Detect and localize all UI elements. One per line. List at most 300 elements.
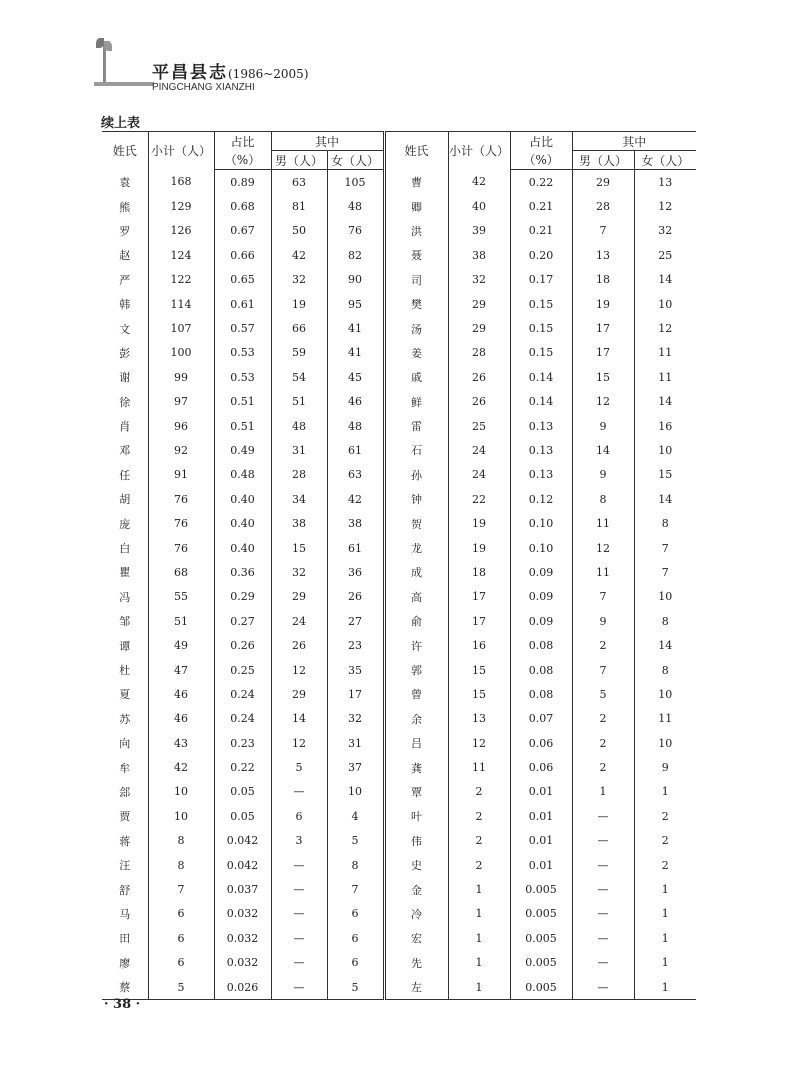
cell-male-right: 17 [572, 341, 634, 365]
cell-surname-right: 宏 [384, 926, 448, 950]
cell-share-right: 0.005 [510, 926, 572, 950]
cell-female-right: 8 [634, 511, 696, 535]
table-row [102, 536, 696, 560]
cell-surname-right: 曹 [384, 170, 448, 195]
cell-share-left: 0.68 [214, 194, 271, 218]
col-surname-right: 姓氏 [384, 132, 448, 170]
cell-share-right: 0.07 [510, 707, 572, 731]
cell-subtotal-right: 2 [448, 804, 510, 828]
cell-share-right: 0.14 [510, 390, 572, 414]
cell-male-right: 11 [572, 511, 634, 535]
cell-subtotal-left: 168 [148, 170, 214, 195]
cell-male-left: — [271, 853, 327, 877]
cell-male-left: 15 [271, 536, 327, 560]
cell-subtotal-left: 6 [148, 951, 214, 975]
cell-share-right: 0.13 [510, 463, 572, 487]
cell-surname-left: 蒋 [119, 834, 131, 848]
cell-surname-left: 徐 [119, 395, 131, 409]
cell-surname-left: 冯 [119, 590, 131, 604]
cell-surname-right: 许 [384, 633, 448, 657]
cell-subtotal-left: 10 [148, 780, 214, 804]
cell-female-right: 13 [634, 170, 696, 195]
cell-female-right: 1 [634, 877, 696, 901]
cell-subtotal-left: 6 [148, 902, 214, 926]
cell-share-right: 0.12 [510, 487, 572, 511]
cell-surname-left: 苏 [119, 712, 131, 726]
cell-female-left: 6 [327, 926, 384, 950]
cell-surname-right: 史 [384, 853, 448, 877]
cell-male-left: 14 [271, 707, 327, 731]
cell-male-right: — [572, 975, 634, 1000]
table-row [102, 365, 696, 389]
cell-female-left: 6 [327, 902, 384, 926]
cell-female-left: 35 [327, 658, 384, 682]
cell-share-left: 0.05 [214, 804, 271, 828]
cell-male-left: 42 [271, 243, 327, 267]
cell-female-left: 7 [327, 877, 384, 901]
table-row [102, 341, 696, 365]
cell-surname-left: 廖 [119, 956, 131, 970]
cell-male-left: 3 [271, 829, 327, 853]
cell-subtotal-left: 55 [148, 585, 214, 609]
cell-share-left: 0.23 [214, 731, 271, 755]
cell-surname-right: 姜 [384, 341, 448, 365]
cell-share-left: 0.032 [214, 951, 271, 975]
cell-surname-right: 聂 [384, 243, 448, 267]
cell-subtotal-left: 47 [148, 658, 214, 682]
cell-male-right: 2 [572, 633, 634, 657]
cell-surname-left: 韩 [119, 298, 131, 312]
surname-table [102, 131, 696, 1000]
cell-share-left: 0.22 [214, 755, 271, 779]
cell-subtotal-right: 42 [448, 170, 510, 195]
cell-share-left: 0.89 [214, 170, 271, 195]
cell-female-right: 2 [634, 853, 696, 877]
cell-surname-left: 谭 [119, 639, 131, 653]
cell-share-right: 0.06 [510, 755, 572, 779]
cell-female-left: 8 [327, 853, 384, 877]
cell-share-right: 0.08 [510, 633, 572, 657]
col-share-unit-left: （%） [214, 151, 271, 170]
cell-subtotal-right: 1 [448, 902, 510, 926]
col-female-left: 女（人） [327, 151, 384, 170]
cell-subtotal-left: 129 [148, 194, 214, 218]
table-row [102, 243, 696, 267]
cell-female-left: 27 [327, 609, 384, 633]
cell-female-left: 41 [327, 316, 384, 340]
cell-surname-left: 白 [119, 542, 131, 556]
cell-female-right: 2 [634, 804, 696, 828]
table-row [102, 682, 696, 706]
table-row [102, 975, 696, 1000]
cell-male-left: — [271, 902, 327, 926]
tower-logo-icon [96, 38, 112, 86]
cell-share-left: 0.49 [214, 438, 271, 462]
cell-surname-right: 鲜 [384, 390, 448, 414]
cell-surname-left: 汪 [119, 859, 131, 873]
cell-male-right: — [572, 829, 634, 853]
table-row [102, 316, 696, 340]
cell-female-left: 38 [327, 511, 384, 535]
cell-male-left: 5 [271, 755, 327, 779]
cell-subtotal-left: 96 [148, 414, 214, 438]
cell-share-left: 0.51 [214, 414, 271, 438]
cell-female-right: 7 [634, 560, 696, 584]
col-subtotal-right: 小计（人） [448, 132, 510, 170]
cell-share-right: 0.20 [510, 243, 572, 267]
cell-surname-right: 石 [384, 438, 448, 462]
cell-male-left: — [271, 975, 327, 1000]
book-years: (1986~2005) [228, 67, 309, 81]
cell-female-left: 36 [327, 560, 384, 584]
cell-female-left: 76 [327, 219, 384, 243]
cell-surname-left: 彭 [119, 346, 131, 360]
cell-subtotal-left: 46 [148, 707, 214, 731]
cell-female-right: 1 [634, 902, 696, 926]
cell-male-right: 19 [572, 292, 634, 316]
cell-subtotal-right: 2 [448, 829, 510, 853]
cell-male-right: 11 [572, 560, 634, 584]
cell-share-left: 0.037 [214, 877, 271, 901]
cell-share-right: 0.10 [510, 511, 572, 535]
cell-surname-left: 袁 [119, 175, 131, 189]
cell-surname-right: 汤 [384, 316, 448, 340]
cell-subtotal-right: 12 [448, 731, 510, 755]
cell-female-left: 48 [327, 414, 384, 438]
cell-share-right: 0.01 [510, 804, 572, 828]
cell-female-right: 1 [634, 975, 696, 1000]
cell-female-left: 26 [327, 585, 384, 609]
cell-share-left: 0.53 [214, 365, 271, 389]
cell-surname-left: 文 [119, 322, 131, 336]
table-row [102, 390, 696, 414]
cell-subtotal-left: 124 [148, 243, 214, 267]
cell-surname-right: 俞 [384, 609, 448, 633]
cell-share-right: 0.21 [510, 194, 572, 218]
cell-surname-left: 贾 [119, 810, 131, 824]
cell-female-right: 9 [634, 755, 696, 779]
cell-subtotal-right: 29 [448, 316, 510, 340]
cell-male-right: 18 [572, 268, 634, 292]
cell-surname-left: 向 [119, 737, 131, 751]
cell-surname-right: 先 [384, 951, 448, 975]
cell-male-right: 7 [572, 219, 634, 243]
table-row [102, 414, 696, 438]
cell-male-left: 81 [271, 194, 327, 218]
header-row-1 [102, 132, 696, 151]
cell-subtotal-right: 38 [448, 243, 510, 267]
cell-surname-right: 洪 [384, 219, 448, 243]
cell-male-left: 28 [271, 463, 327, 487]
table-row [102, 609, 696, 633]
cell-male-right: 29 [572, 170, 634, 195]
cell-female-right: 11 [634, 341, 696, 365]
cell-female-right: 14 [634, 487, 696, 511]
cell-share-right: 0.08 [510, 658, 572, 682]
cell-share-left: 0.67 [214, 219, 271, 243]
cell-subtotal-left: 43 [148, 731, 214, 755]
cell-surname-left: 庞 [119, 517, 131, 531]
cell-female-left: 82 [327, 243, 384, 267]
cell-female-right: 8 [634, 609, 696, 633]
cell-subtotal-right: 26 [448, 390, 510, 414]
col-male-left: 男（人） [271, 151, 327, 170]
cell-share-right: 0.17 [510, 268, 572, 292]
cell-male-right: — [572, 853, 634, 877]
cell-surname-left: 夏 [119, 688, 131, 702]
cell-female-left: 37 [327, 755, 384, 779]
cell-male-right: 28 [572, 194, 634, 218]
cell-male-right: 9 [572, 463, 634, 487]
cell-subtotal-left: 100 [148, 341, 214, 365]
cell-share-right: 0.14 [510, 365, 572, 389]
col-share-unit-right: （%） [510, 151, 572, 170]
cell-subtotal-right: 26 [448, 365, 510, 389]
cell-surname-left: 赵 [119, 249, 131, 263]
cell-male-right: 9 [572, 609, 634, 633]
col-share-left: 占比 [214, 132, 271, 151]
cell-male-right: 7 [572, 658, 634, 682]
cell-share-left: 0.05 [214, 780, 271, 804]
cell-share-right: 0.21 [510, 219, 572, 243]
cell-share-right: 0.005 [510, 975, 572, 1000]
cell-male-left: 26 [271, 633, 327, 657]
table-row [102, 731, 696, 755]
table-row [102, 511, 696, 535]
cell-subtotal-left: 8 [148, 829, 214, 853]
table-continued-label: 续上表 [101, 115, 141, 130]
cell-male-left: 38 [271, 511, 327, 535]
cell-female-right: 10 [634, 438, 696, 462]
cell-surname-left: 严 [119, 273, 131, 287]
cell-female-left: 4 [327, 804, 384, 828]
cell-subtotal-left: 122 [148, 268, 214, 292]
cell-subtotal-right: 15 [448, 682, 510, 706]
cell-subtotal-left: 126 [148, 219, 214, 243]
cell-subtotal-right: 1 [448, 877, 510, 901]
cell-female-left: 10 [327, 780, 384, 804]
cell-male-right: 1 [572, 780, 634, 804]
cell-male-left: 32 [271, 268, 327, 292]
cell-female-right: 11 [634, 365, 696, 389]
cell-share-right: 0.13 [510, 414, 572, 438]
cell-male-right: — [572, 902, 634, 926]
cell-surname-right: 贺 [384, 511, 448, 535]
col-share-right: 占比 [510, 132, 572, 151]
cell-share-left: 0.57 [214, 316, 271, 340]
cell-subtotal-right: 29 [448, 292, 510, 316]
cell-subtotal-right: 16 [448, 633, 510, 657]
cell-share-right: 0.09 [510, 560, 572, 584]
cell-share-left: 0.25 [214, 658, 271, 682]
cell-female-left: 6 [327, 951, 384, 975]
cell-subtotal-right: 17 [448, 585, 510, 609]
cell-share-left: 0.026 [214, 975, 271, 1000]
cell-male-right: 2 [572, 731, 634, 755]
cell-male-left: 6 [271, 804, 327, 828]
cell-male-right: 14 [572, 438, 634, 462]
cell-share-right: 0.08 [510, 682, 572, 706]
cell-surname-left: 瞿 [119, 566, 131, 580]
cell-female-right: 7 [634, 536, 696, 560]
cell-male-left: 51 [271, 390, 327, 414]
cell-male-right: 12 [572, 536, 634, 560]
cell-share-right: 0.01 [510, 780, 572, 804]
cell-female-right: 10 [634, 682, 696, 706]
cell-subtotal-left: 46 [148, 682, 214, 706]
table-row [102, 194, 696, 218]
cell-subtotal-left: 107 [148, 316, 214, 340]
cell-male-left: 19 [271, 292, 327, 316]
cell-subtotal-right: 22 [448, 487, 510, 511]
cell-subtotal-right: 2 [448, 780, 510, 804]
cell-share-right: 0.13 [510, 438, 572, 462]
cell-share-left: 0.24 [214, 707, 271, 731]
cell-male-left: — [271, 926, 327, 950]
cell-share-left: 0.40 [214, 487, 271, 511]
cell-subtotal-left: 99 [148, 365, 214, 389]
cell-subtotal-right: 1 [448, 926, 510, 950]
book-title [152, 58, 309, 83]
cell-subtotal-right: 40 [448, 194, 510, 218]
cell-female-right: 25 [634, 243, 696, 267]
cell-female-left: 61 [327, 536, 384, 560]
cell-male-left: 29 [271, 585, 327, 609]
cell-share-right: 0.15 [510, 292, 572, 316]
cell-female-left: 41 [327, 341, 384, 365]
table-row [102, 926, 696, 950]
table-row [102, 633, 696, 657]
cell-male-right: 9 [572, 414, 634, 438]
cell-male-right: 17 [572, 316, 634, 340]
cell-share-left: 0.53 [214, 341, 271, 365]
cell-subtotal-left: 92 [148, 438, 214, 462]
cell-share-right: 0.06 [510, 731, 572, 755]
cell-male-left: 50 [271, 219, 327, 243]
cell-surname-left: 罗 [119, 224, 131, 238]
cell-surname-left: 任 [119, 468, 131, 482]
table-row [102, 829, 696, 853]
cell-female-left: 95 [327, 292, 384, 316]
col-female-right: 女（人） [634, 151, 696, 170]
cell-share-left: 0.032 [214, 902, 271, 926]
cell-surname-right: 龙 [384, 536, 448, 560]
cell-share-left: 0.48 [214, 463, 271, 487]
cell-female-left: 42 [327, 487, 384, 511]
cell-share-left: 0.40 [214, 536, 271, 560]
cell-surname-left: 田 [119, 932, 131, 946]
cell-surname-left: 邹 [119, 615, 131, 629]
cell-male-right: — [572, 804, 634, 828]
cell-male-left: — [271, 780, 327, 804]
cell-share-left: 0.032 [214, 926, 271, 950]
cell-surname-right: 成 [384, 560, 448, 584]
cell-male-left: 63 [271, 170, 327, 195]
cell-female-right: 16 [634, 414, 696, 438]
cell-male-right: 2 [572, 755, 634, 779]
table-row [102, 951, 696, 975]
cell-subtotal-right: 1 [448, 951, 510, 975]
cell-subtotal-right: 28 [448, 341, 510, 365]
cell-subtotal-right: 39 [448, 219, 510, 243]
cell-share-right: 0.005 [510, 951, 572, 975]
cell-subtotal-right: 15 [448, 658, 510, 682]
col-subtotal-left: 小计（人） [148, 132, 214, 170]
cell-subtotal-right: 24 [448, 438, 510, 462]
page-number: · 38 · [104, 997, 141, 1012]
cell-male-right: 12 [572, 390, 634, 414]
cell-female-right: 10 [634, 292, 696, 316]
cell-share-right: 0.15 [510, 316, 572, 340]
cell-male-left: 32 [271, 560, 327, 584]
cell-surname-right: 龚 [384, 755, 448, 779]
cell-surname-left: 杜 [119, 664, 131, 677]
cell-male-left: 12 [271, 658, 327, 682]
cell-male-left: 48 [271, 414, 327, 438]
cell-surname-right: 冷 [384, 902, 448, 926]
table-row [102, 438, 696, 462]
table-row [102, 560, 696, 584]
book-subtitle: PINGCHANG XIANZHI [152, 82, 255, 93]
cell-share-right: 0.09 [510, 609, 572, 633]
table-row [102, 780, 696, 804]
cell-share-left: 0.51 [214, 390, 271, 414]
table-row [102, 902, 696, 926]
cell-surname-right: 吕 [384, 731, 448, 755]
cell-female-left: 63 [327, 463, 384, 487]
cell-female-left: 61 [327, 438, 384, 462]
cell-surname-right: 戚 [384, 365, 448, 389]
cell-female-left: 5 [327, 975, 384, 1000]
cell-male-right: 2 [572, 707, 634, 731]
cell-share-left: 0.042 [214, 829, 271, 853]
table-row [102, 463, 696, 487]
cell-female-right: 11 [634, 707, 696, 731]
cell-female-right: 15 [634, 463, 696, 487]
cell-surname-right: 高 [384, 585, 448, 609]
cell-male-right: 15 [572, 365, 634, 389]
cell-male-right: 5 [572, 682, 634, 706]
cell-female-right: 14 [634, 268, 696, 292]
cell-share-right: 0.01 [510, 853, 572, 877]
cell-surname-right: 郭 [384, 658, 448, 682]
cell-subtotal-left: 42 [148, 755, 214, 779]
table-row [102, 658, 696, 682]
cell-subtotal-right: 32 [448, 268, 510, 292]
cell-subtotal-left: 51 [148, 609, 214, 633]
cell-subtotal-left: 10 [148, 804, 214, 828]
cell-subtotal-right: 11 [448, 755, 510, 779]
cell-subtotal-left: 6 [148, 926, 214, 950]
table-row [102, 755, 696, 779]
cell-surname-right: 曾 [384, 682, 448, 706]
cell-female-left: 45 [327, 365, 384, 389]
cell-subtotal-right: 13 [448, 707, 510, 731]
cell-female-left: 5 [327, 829, 384, 853]
cell-subtotal-left: 76 [148, 536, 214, 560]
cell-subtotal-right: 19 [448, 536, 510, 560]
table-row [102, 487, 696, 511]
cell-subtotal-left: 7 [148, 877, 214, 901]
cell-surname-right: 樊 [384, 292, 448, 316]
cell-share-left: 0.27 [214, 609, 271, 633]
cell-share-right: 0.005 [510, 877, 572, 901]
cell-subtotal-left: 91 [148, 463, 214, 487]
cell-male-left: 59 [271, 341, 327, 365]
table-row [102, 804, 696, 828]
cell-female-right: 10 [634, 731, 696, 755]
cell-surname-left: 胡 [119, 493, 131, 507]
